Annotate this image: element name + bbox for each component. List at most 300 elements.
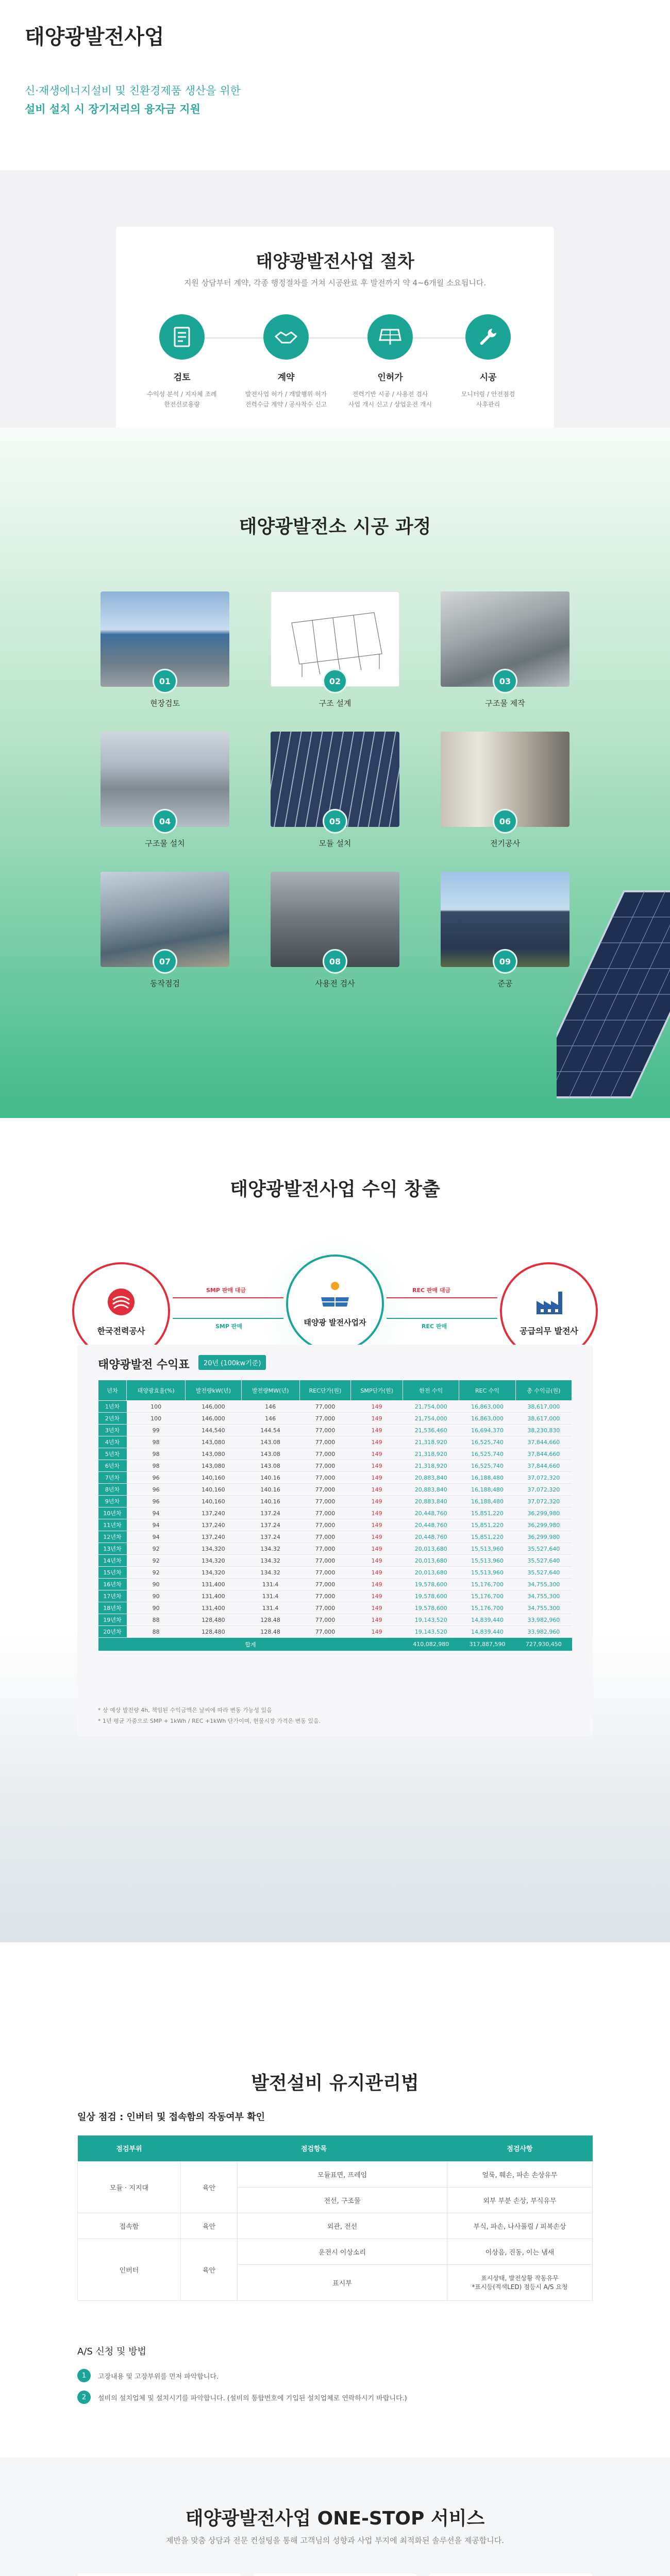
- maintenance-cell: 모듈표면, 프레임: [238, 2161, 447, 2187]
- revenue-notes: [98, 1705, 321, 1727]
- procedure-step: [234, 314, 338, 410]
- step-number-badge: 05: [323, 809, 347, 834]
- smp-payment-label: SMP 판매 대금: [206, 1287, 246, 1294]
- table-row: [98, 1567, 572, 1579]
- rec-sale-arrow: [387, 1318, 497, 1319]
- revenue-cell: 98: [127, 1436, 186, 1448]
- revenue-cell: 77,000: [299, 1436, 351, 1448]
- as-step-text: 설비의 설치업체 및 설치시기를 파악합니다. (설비의 통합번호에 기입된 설치업체로 연락하시기 바랍니다.): [98, 2394, 407, 2402]
- service-card: [77, 2573, 241, 2576]
- revenue-cell: 77,000: [299, 1472, 351, 1484]
- revenue-header: REC 수익: [459, 1380, 515, 1401]
- revenue-cell: 143.08: [241, 1436, 299, 1448]
- construction-section: [0, 428, 670, 1118]
- revenue-cell: 37,844,660: [515, 1460, 572, 1472]
- revenue-cell: 137,240: [186, 1519, 241, 1531]
- revenue-cell: 8년차: [98, 1484, 127, 1496]
- as-step: [77, 2391, 407, 2404]
- revenue-cell: 38,617,000: [515, 1413, 572, 1425]
- smp-sale-label: SMP 판매: [215, 1323, 243, 1330]
- revenue-cell: 131.4: [241, 1590, 299, 1602]
- revenue-cell: 15,513,960: [459, 1567, 515, 1579]
- revenue-cell: 144,540: [186, 1425, 241, 1436]
- table-row: [98, 1472, 572, 1484]
- revenue-cell: 128.48: [241, 1626, 299, 1638]
- table-row: [98, 1448, 572, 1460]
- table-row: [98, 1555, 572, 1567]
- maintenance-cell: 인버터: [78, 2239, 181, 2300]
- revenue-cell: 92: [127, 1543, 186, 1555]
- revenue-cell: 7년차: [98, 1472, 127, 1484]
- revenue-cell: 143.08: [241, 1460, 299, 1472]
- revenue-header: 발전량kW(년): [186, 1380, 241, 1401]
- as-step: [77, 2369, 219, 2382]
- maintenance-cell: 육안: [181, 2213, 238, 2239]
- revenue-cell: 38,617,000: [515, 1401, 572, 1413]
- service-card: [253, 2573, 417, 2576]
- service-card: [429, 2573, 593, 2576]
- revenue-header: 한전 수익: [403, 1380, 459, 1401]
- maintenance-header: 점검부위: [78, 2136, 181, 2161]
- revenue-cell: 19,143,520: [403, 1626, 459, 1638]
- revenue-cell: 19,578,600: [403, 1579, 459, 1590]
- revenue-cell: 2년차: [98, 1413, 127, 1425]
- table-row: [98, 1436, 572, 1448]
- revenue-cell: 100: [127, 1413, 186, 1425]
- revenue-cell: 12년차: [98, 1531, 127, 1543]
- kepco-logo-icon: [106, 1286, 137, 1317]
- revenue-cell: 149: [351, 1543, 403, 1555]
- revenue-cell: 20,013,680: [403, 1567, 459, 1579]
- revenue-cell: 21,536,460: [403, 1425, 459, 1436]
- maintenance-table: [77, 2136, 593, 2301]
- procedure-step-label: 검토: [173, 372, 191, 383]
- procedure-step: [130, 314, 233, 410]
- revenue-cell: 77,000: [299, 1401, 351, 1413]
- revenue-cell: 16,188,480: [459, 1472, 515, 1484]
- revenue-cell: 36,299,980: [515, 1519, 572, 1531]
- construction-step: [441, 732, 569, 848]
- revenue-cell: 90: [127, 1602, 186, 1614]
- revenue-cell: 149: [351, 1460, 403, 1472]
- revenue-cell: 21,754,000: [403, 1413, 459, 1425]
- revenue-cell: 140.16: [241, 1472, 299, 1484]
- revenue-cell: 149: [351, 1602, 403, 1614]
- revenue-cell: 149: [351, 1401, 403, 1413]
- construction-step: [271, 872, 399, 988]
- maintenance-cell: 이상음, 진동, 이는 냄새: [447, 2239, 592, 2264]
- rec-payment-label: REC 판매 대금: [412, 1287, 451, 1294]
- revenue-cell: 77,000: [299, 1614, 351, 1626]
- revenue-cell: 20,013,680: [403, 1543, 459, 1555]
- revenue-cell: 96: [127, 1472, 186, 1484]
- revenue-cell: 143.08: [241, 1448, 299, 1460]
- maintenance-cell: 얼룩, 훼손, 파손 손상유무: [447, 2161, 592, 2187]
- revenue-cell: 20,448,760: [403, 1519, 459, 1531]
- revenue-cell: 94: [127, 1507, 186, 1519]
- table-row: [98, 1413, 572, 1425]
- revenue-cell: 98: [127, 1460, 186, 1472]
- construction-step-label: 구조물 제작: [485, 699, 525, 708]
- table-row: [98, 1519, 572, 1531]
- revenue-cell: 98: [127, 1448, 186, 1460]
- construction-step-label: 모듈 설치: [319, 839, 351, 848]
- revenue-cell: 96: [127, 1484, 186, 1496]
- factory-icon: [533, 1286, 564, 1317]
- revenue-table-panel: [77, 1345, 593, 1736]
- step-number-badge: 06: [493, 809, 517, 834]
- revenue-cell: 16,525,740: [459, 1460, 515, 1472]
- revenue-cell: 143,080: [186, 1448, 241, 1460]
- revenue-cell: 19,578,600: [403, 1590, 459, 1602]
- revenue-cell: 37,844,660: [515, 1436, 572, 1448]
- revenue-cell: 134.32: [241, 1543, 299, 1555]
- as-step-number: 1: [77, 2369, 91, 2382]
- revenue-cell: 16,188,480: [459, 1496, 515, 1507]
- revenue-cell: 140,160: [186, 1472, 241, 1484]
- revenue-cell: 35,527,640: [515, 1567, 572, 1579]
- revenue-cell: 16년차: [98, 1579, 127, 1590]
- maintenance-section: [0, 1942, 670, 2458]
- table-row: [98, 1507, 572, 1519]
- revenue-cell: 149: [351, 1626, 403, 1638]
- revenue-cell: 134.32: [241, 1555, 299, 1567]
- revenue-cell: 77,000: [299, 1496, 351, 1507]
- revenue-cell: 77,000: [299, 1579, 351, 1590]
- revenue-cell: 149: [351, 1448, 403, 1460]
- revenue-cell: 88: [127, 1626, 186, 1638]
- maintenance-cell: 전선, 구조물: [238, 2187, 447, 2213]
- maintenance-cell: 부식, 파손, 나사풀림 / 피복손상: [447, 2213, 592, 2239]
- revenue-cell: 15,513,960: [459, 1543, 515, 1555]
- procedure-lead: 지원 상담부터 계약, 각종 행정절차를 거쳐 시공완료 후 발전까지 약 4~6개월 소요됩니다.: [183, 278, 487, 287]
- revenue-cell: 10년차: [98, 1507, 127, 1519]
- total-cell: 410,082,980: [403, 1638, 459, 1651]
- revenue-cell: 20,448,760: [403, 1531, 459, 1543]
- construction-step-label: 전기공사: [490, 839, 520, 848]
- revenue-cell: 92: [127, 1555, 186, 1567]
- revenue-cell: 143,080: [186, 1460, 241, 1472]
- revenue-header: 총 수익금(원): [515, 1380, 572, 1401]
- onestop-title: 태양광발전사업 ONE-STOP 서비스: [185, 2508, 485, 2529]
- table-row: [78, 2239, 593, 2264]
- maintenance-cell: 외관, 전선: [238, 2213, 447, 2239]
- procedure-step-desc: 수익성 분석 / 지자체 조례 한전선로용량: [147, 391, 217, 409]
- revenue-cell: 14,839,440: [459, 1626, 515, 1638]
- revenue-header: SMP단가(원): [351, 1380, 403, 1401]
- table-row: [98, 1602, 572, 1614]
- table-row: [98, 1496, 572, 1507]
- page-title: 태양광발전사업: [25, 25, 164, 49]
- procedure-section: [0, 170, 670, 428]
- revenue-cell: 143,080: [186, 1436, 241, 1448]
- revenue-cell: 4년차: [98, 1436, 127, 1448]
- table-row: [98, 1590, 572, 1602]
- revenue-cell: 37,072,320: [515, 1472, 572, 1484]
- maintenance-header: 점검사항: [447, 2136, 592, 2161]
- revenue-title: 태양광발전사업 수익 창출: [230, 1179, 440, 1200]
- revenue-cell: 131.4: [241, 1579, 299, 1590]
- revenue-cell: 16,694,370: [459, 1425, 515, 1436]
- rec-payment-arrow: [387, 1297, 497, 1298]
- revenue-cell: 149: [351, 1413, 403, 1425]
- maintenance-cell: 육안: [181, 2239, 238, 2300]
- revenue-cell: 140,160: [186, 1496, 241, 1507]
- maintenance-cell: 운전시 이상소리: [238, 2239, 447, 2264]
- revenue-cell: 77,000: [299, 1626, 351, 1638]
- revenue-cell: 1년차: [98, 1401, 127, 1413]
- total-cell: 317,887,590: [459, 1638, 515, 1651]
- revenue-header: 발전량MW(년): [241, 1380, 299, 1401]
- revenue-cell: 137.24: [241, 1531, 299, 1543]
- construction-step: [100, 732, 229, 848]
- revenue-cell: 131,400: [186, 1579, 241, 1590]
- supplier-label: 공급의무 발전사: [520, 1326, 578, 1336]
- onestop-section: [0, 2458, 670, 2576]
- revenue-cell: 77,000: [299, 1555, 351, 1567]
- revenue-cell: 146,000: [186, 1401, 241, 1413]
- procedure-title: 태양광발전사업 절차: [256, 251, 414, 272]
- revenue-cell: 19년차: [98, 1614, 127, 1626]
- step-number-badge: 08: [323, 949, 347, 974]
- revenue-cell: 149: [351, 1614, 403, 1626]
- revenue-cell: 15,851,220: [459, 1531, 515, 1543]
- revenue-cell: 36,299,980: [515, 1507, 572, 1519]
- revenue-cell: 21,318,920: [403, 1448, 459, 1460]
- revenue-cell: 19,578,600: [403, 1602, 459, 1614]
- table-row: [98, 1579, 572, 1590]
- kepco-label: 한국전력공사: [97, 1326, 145, 1336]
- revenue-cell: 137,240: [186, 1507, 241, 1519]
- revenue-cell: 15,851,220: [459, 1519, 515, 1531]
- revenue-cell: 128,480: [186, 1614, 241, 1626]
- revenue-cell: 77,000: [299, 1460, 351, 1472]
- revenue-table-badge: 20년 (100kw기준): [198, 1355, 266, 1370]
- wrench-icon: [465, 314, 511, 360]
- revenue-cell: 9년차: [98, 1496, 127, 1507]
- revenue-cell: 15,176,700: [459, 1590, 515, 1602]
- hero-section: [0, 0, 670, 170]
- revenue-note: * 상 예상 발전량 4h, 책임된 수익금액은 날씨에 따라 변동 가능성 있음: [98, 1707, 272, 1714]
- procedure-step-label: 계약: [277, 372, 295, 383]
- maintenance-title: 발전설비 유지관리법: [251, 2073, 419, 2094]
- handshake-icon: [263, 314, 309, 360]
- revenue-cell: 149: [351, 1531, 403, 1543]
- revenue-cell: 149: [351, 1496, 403, 1507]
- revenue-cell: 149: [351, 1507, 403, 1519]
- procedure-step: [339, 314, 442, 410]
- revenue-cell: 77,000: [299, 1531, 351, 1543]
- procedure-step-label: 인허가: [377, 372, 403, 383]
- revenue-cell: 137.24: [241, 1507, 299, 1519]
- revenue-cell: 20,883,840: [403, 1496, 459, 1507]
- as-step-text: 고장내용 및 고장부위를 먼저 파악합니다.: [98, 2372, 219, 2381]
- procedure-card: [116, 227, 554, 428]
- revenue-cell: 17년차: [98, 1590, 127, 1602]
- revenue-header: REC단가(원): [299, 1380, 351, 1401]
- table-row: [98, 1484, 572, 1496]
- revenue-cell: 21,318,920: [403, 1460, 459, 1472]
- table-row: [78, 2161, 593, 2187]
- revenue-cell: 77,000: [299, 1484, 351, 1496]
- solar-plant-icon: [317, 1280, 353, 1311]
- revenue-cell: 90: [127, 1579, 186, 1590]
- maintenance-cell: 표시상태, 발전상황 작동유무 *표시등(적색LED) 점등시 A/S 요청: [447, 2264, 592, 2300]
- table-row: [98, 1531, 572, 1543]
- revenue-cell: 77,000: [299, 1543, 351, 1555]
- maintenance-cell: 접속함: [78, 2213, 181, 2239]
- construction-step-label: 동작점검: [150, 979, 180, 988]
- revenue-cell: 146: [241, 1401, 299, 1413]
- revenue-cell: 21,754,000: [403, 1401, 459, 1413]
- revenue-cell: 149: [351, 1555, 403, 1567]
- hero-subtitle: 신·재생에너지설비 및 친환경제품 생산을 위한: [25, 84, 241, 97]
- total-row: [98, 1638, 572, 1651]
- step-number-badge: 07: [153, 949, 177, 974]
- revenue-cell: 149: [351, 1472, 403, 1484]
- hero-highlight: 설비 설치 시 장기저리의 융자금 지원: [25, 103, 200, 115]
- revenue-cell: 131,400: [186, 1590, 241, 1602]
- maintenance-header: 점검항목: [181, 2136, 447, 2161]
- revenue-cell: 11년차: [98, 1519, 127, 1531]
- smp-sale-arrow: [173, 1318, 283, 1319]
- revenue-cell: 140,160: [186, 1484, 241, 1496]
- revenue-cell: 149: [351, 1567, 403, 1579]
- revenue-cell: 77,000: [299, 1602, 351, 1614]
- revenue-cell: 16,188,480: [459, 1484, 515, 1496]
- construction-step-label: 현장검토: [150, 699, 180, 708]
- construction-step-label: 구조물 설치: [145, 839, 185, 848]
- revenue-cell: 92: [127, 1567, 186, 1579]
- revenue-cell: 19,143,520: [403, 1614, 459, 1626]
- revenue-cell: 77,000: [299, 1448, 351, 1460]
- revenue-cell: 6년차: [98, 1460, 127, 1472]
- revenue-section: [0, 1118, 670, 1942]
- revenue-cell: 33,982,960: [515, 1626, 572, 1638]
- producer-node: [286, 1255, 384, 1352]
- revenue-cell: 15,513,960: [459, 1555, 515, 1567]
- procedure-step-desc: 전력기반 시공 / 사용전 검사 사업 개시 신고 / 상업운전 개시: [348, 391, 432, 409]
- revenue-cell: 37,072,320: [515, 1496, 572, 1507]
- revenue-cell: 36,299,980: [515, 1531, 572, 1543]
- revenue-table-header: [98, 1380, 572, 1401]
- revenue-cell: 128.48: [241, 1614, 299, 1626]
- procedure-step-desc: 모니터링 / 안전점검 사후관리: [461, 391, 515, 409]
- revenue-cell: 131.4: [241, 1602, 299, 1614]
- revenue-cell: 128,480: [186, 1626, 241, 1638]
- step-number-badge: 04: [153, 809, 177, 834]
- revenue-table-title: 태양광발전 수익표: [98, 1359, 190, 1371]
- revenue-cell: 37,844,660: [515, 1448, 572, 1460]
- onestop-lead: 제반을 맞춤 상담과 전문 컨설팅을 통해 고객님의 성향과 사업 부지에 최적화된 솔루션을 제공합니다.: [165, 2536, 505, 2545]
- revenue-cell: 38,230,830: [515, 1425, 572, 1436]
- revenue-cell: 96: [127, 1496, 186, 1507]
- revenue-cell: 35,527,640: [515, 1543, 572, 1555]
- revenue-cell: 18년차: [98, 1602, 127, 1614]
- revenue-cell: 14년차: [98, 1555, 127, 1567]
- revenue-cell: 16,525,740: [459, 1448, 515, 1460]
- revenue-cell: 149: [351, 1436, 403, 1448]
- construction-step-label: 준공: [497, 979, 513, 988]
- revenue-cell: 16,863,000: [459, 1413, 515, 1425]
- revenue-cell: 94: [127, 1531, 186, 1543]
- revenue-cell: 77,000: [299, 1413, 351, 1425]
- revenue-cell: 88: [127, 1614, 186, 1626]
- maintenance-cell: 표시부: [238, 2264, 447, 2300]
- step-number-badge: 03: [493, 669, 517, 693]
- construction-title: 태양광발전소 시공 과정: [239, 516, 431, 537]
- procedure-step-desc: 발전사업 허가 / 개발행위 허가 전력수급 계약 / 공사착수 신고: [245, 391, 327, 409]
- revenue-cell: 137.24: [241, 1519, 299, 1531]
- maintenance-cell: 모듈 · 지지대: [78, 2161, 181, 2213]
- solar-panel-decoration: [557, 881, 670, 1118]
- revenue-cell: 16,525,740: [459, 1436, 515, 1448]
- step-number-badge: 09: [493, 949, 517, 974]
- maintenance-cell: 외부 부분 손상, 부식유무: [447, 2187, 592, 2213]
- construction-step: [271, 591, 399, 707]
- revenue-cell: 20,883,840: [403, 1472, 459, 1484]
- table-row: [98, 1626, 572, 1638]
- smp-payment-arrow: [173, 1297, 283, 1298]
- total-cell: 727,930,450: [515, 1638, 572, 1651]
- revenue-cell: 77,000: [299, 1519, 351, 1531]
- document-icon: [159, 314, 205, 360]
- revenue-cell: 100: [127, 1401, 186, 1413]
- revenue-cell: 77,000: [299, 1590, 351, 1602]
- table-row: [98, 1460, 572, 1472]
- revenue-cell: 15,176,700: [459, 1602, 515, 1614]
- revenue-cell: 20,013,680: [403, 1555, 459, 1567]
- construction-step: [441, 872, 569, 988]
- revenue-cell: 15년차: [98, 1567, 127, 1579]
- revenue-cell: 14,839,440: [459, 1614, 515, 1626]
- producer-label: 태양광 발전사업자: [304, 1317, 366, 1327]
- revenue-cell: 134.32: [241, 1567, 299, 1579]
- revenue-cell: 134,320: [186, 1567, 241, 1579]
- revenue-cell: 77,000: [299, 1507, 351, 1519]
- revenue-cell: 90: [127, 1590, 186, 1602]
- as-step-number: 2: [77, 2391, 91, 2404]
- step-number-badge: 01: [153, 669, 177, 693]
- revenue-cell: 134,320: [186, 1555, 241, 1567]
- maintenance-cell: 육안: [181, 2161, 238, 2213]
- construction-step-label: 구조 설계: [319, 699, 351, 708]
- revenue-cell: 149: [351, 1484, 403, 1496]
- revenue-cell: 34,755,300: [515, 1579, 572, 1590]
- revenue-cell: 146,000: [186, 1413, 241, 1425]
- revenue-cell: 13년차: [98, 1543, 127, 1555]
- revenue-table: [98, 1380, 572, 1651]
- revenue-cell: 20,448,760: [403, 1507, 459, 1519]
- table-row: [98, 1614, 572, 1626]
- revenue-note: * 1년 평균 가중으로 SMP + 1kWh / REC +1kWh 단가이며, 현물시장 가격은 변동 있음.: [98, 1717, 321, 1724]
- step-number-badge: 02: [323, 669, 347, 693]
- construction-step: [271, 732, 399, 848]
- table-row: [78, 2213, 593, 2239]
- revenue-header: 태양광효율(%): [127, 1380, 186, 1401]
- construction-step: [100, 591, 229, 707]
- revenue-cell: 15,851,220: [459, 1507, 515, 1519]
- revenue-cell: 77,000: [299, 1425, 351, 1436]
- as-title: A/S 신청 및 방법: [77, 2346, 146, 2357]
- construction-step-label: 사용전 검사: [315, 979, 355, 988]
- revenue-cell: 35,527,640: [515, 1555, 572, 1567]
- revenue-cell: 131,400: [186, 1602, 241, 1614]
- revenue-cell: 15,176,700: [459, 1579, 515, 1590]
- revenue-cell: 3년차: [98, 1425, 127, 1436]
- revenue-cell: 99: [127, 1425, 186, 1436]
- revenue-cell: 77,000: [299, 1567, 351, 1579]
